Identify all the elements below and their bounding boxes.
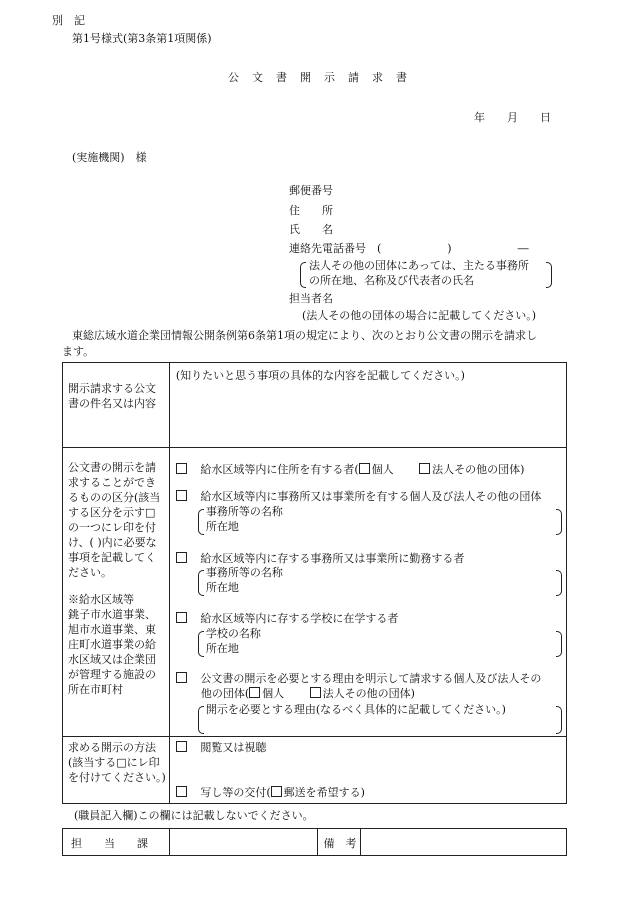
category-3-bracket-right [556, 570, 562, 596]
category-5-label-line2: 他の団体( [200, 687, 250, 700]
address-label: 住 所 [289, 204, 333, 217]
method-2-mail-label: 郵送を希望する) [283, 786, 365, 799]
subject-row [63, 363, 567, 448]
category-3-office-name[interactable]: 事務所等の名称 [205, 566, 283, 579]
category-4-bracket-left [198, 631, 204, 657]
category-label-cell [63, 448, 170, 737]
staff-row [63, 829, 567, 856]
category-5-reason-field[interactable]: 開示を必要とする理由(なるべく具体的に記載してください。) [205, 703, 506, 716]
category-3-label: 給水区域等内に存する事務所又は事業所に勤務する者 [200, 552, 465, 565]
category-label: 公文書の開示を請求することができるものの区分(該当する区分を示す□の一つにレ印を付け、( )内に必要な事項を記載してください。 [68, 461, 161, 579]
method-label: 求める開示の方法(該当する□にレ印を付けてください。) [68, 741, 166, 784]
method-1-label: 閲覧又は視聴 [200, 741, 267, 754]
method-2-mail-checkbox[interactable] [271, 786, 282, 797]
phone-label: 連絡先電話番号 ( ) ― [289, 242, 529, 255]
category-2-bracket-left [198, 509, 204, 535]
contact-person-note: (法人その他の団体の場合に記載してください。) [302, 309, 537, 322]
category-5-individual-label: 個人 [262, 687, 285, 700]
category-4-location[interactable]: 所在地 [205, 642, 239, 655]
category-2-office-name[interactable]: 事務所等の名称 [205, 505, 283, 518]
dept-label: 担 当 課 [71, 837, 148, 850]
subject-label: 開示請求する公文書の件名又は内容 [68, 382, 156, 410]
intro-line2: ます。 [62, 345, 95, 358]
remarks-label: 備 考 [323, 837, 357, 850]
corp-note-line1: 法人その他の団体にあっては、主たる事務所 [309, 259, 529, 272]
category-3-location[interactable]: 所在地 [205, 581, 239, 594]
category-1-label: 給水区域等内に住所を有する者( [200, 463, 359, 476]
category-3-bracket-left [198, 570, 204, 596]
contact-person-label: 担当者名 [289, 292, 333, 305]
category-1-corporate-label: 法人その他の団体) [432, 463, 525, 476]
method-2-label: 写し等の交付( [200, 786, 271, 799]
category-2-location[interactable]: 所在地 [205, 520, 239, 533]
staff-table [62, 828, 567, 856]
category-5 [176, 672, 542, 686]
method-1 [176, 741, 267, 755]
request-table [62, 362, 567, 804]
remarks-label-cell [317, 829, 361, 856]
form-number: 第1号様式(第3条第1項関係) [72, 32, 212, 45]
category-2 [176, 490, 542, 504]
method-2-checkbox[interactable] [176, 786, 187, 797]
category-3 [176, 552, 465, 566]
page-title: 公 文 書 開 示 請 求 書 [228, 71, 408, 84]
category-5-bracket-left [198, 706, 204, 734]
method-2 [176, 786, 365, 800]
category-2-bracket-right [556, 509, 562, 535]
category-1-individual-checkbox[interactable] [359, 463, 370, 474]
name-label: 氏 名 [289, 223, 333, 236]
category-3-checkbox[interactable] [176, 552, 187, 563]
category-4 [176, 612, 399, 626]
method-row [63, 737, 567, 804]
category-2-label: 給水区域等内に事務所又は事業所を有する個人及び法人その他の団体 [200, 490, 542, 503]
service-area-note-head: ※給水区域等 [68, 593, 134, 606]
date-field[interactable]: 年 月 日 [474, 111, 551, 124]
category-1-checkbox[interactable] [176, 463, 187, 474]
category-4-label: 給水区域等内に存する学校に在学する者 [200, 612, 399, 625]
intro-line1: 東総広域水道企業団情報公開条例第6条第1項の規定により、次のとおり公文書の開示を請求し [72, 329, 537, 342]
dept-label-cell [63, 829, 170, 856]
dept-value-cell[interactable] [169, 829, 317, 856]
subject-content-cell[interactable] [169, 363, 566, 448]
method-1-checkbox[interactable] [176, 741, 187, 752]
category-5-individual-checkbox[interactable] [249, 687, 260, 698]
corp-note-line2: の所在地、名称及び代表者の氏名 [309, 274, 474, 287]
category-options-cell [169, 448, 566, 737]
category-2-checkbox[interactable] [176, 490, 187, 501]
category-1-corporate-checkbox[interactable] [419, 463, 430, 474]
category-5-corporate-label: 法人その他の団体) [322, 687, 415, 700]
category-5-line2 [201, 687, 415, 701]
postal-code-label: 郵便番号 [289, 184, 333, 197]
method-label-cell [63, 737, 170, 804]
method-options-cell [169, 737, 566, 804]
service-area-note-body: 銚子市水道事業、旭市水道事業、東庄町水道事業の給水区域又は企業団が管理する施設の所在市町村 [68, 608, 156, 696]
category-5-bracket-right [556, 706, 562, 734]
recipient-label: (実施機関) 様 [72, 151, 147, 164]
remarks-value-cell[interactable] [361, 829, 567, 856]
attachment-label: 別 記 [52, 14, 85, 27]
subject-instruction: (知りたいと思う事項の具体的な内容を記載してください。) [175, 369, 465, 382]
corp-note-bracket-left [300, 262, 306, 288]
staff-note: (職員記入欄)この欄には記載しないでください。 [74, 809, 314, 822]
category-4-bracket-right [556, 631, 562, 657]
corp-note-bracket-right [546, 262, 552, 288]
subject-label-cell [63, 363, 170, 448]
category-5-checkbox[interactable] [176, 672, 187, 683]
category-5-label-line1: 公文書の開示を必要とする理由を明示して請求する個人及び法人その [200, 672, 542, 685]
category-4-school-name[interactable]: 学校の名称 [205, 627, 261, 640]
category-4-checkbox[interactable] [176, 612, 187, 623]
category-1-individual-label: 個人 [371, 463, 394, 476]
category-1 [176, 463, 525, 477]
category-row [63, 448, 567, 737]
category-5-corporate-checkbox[interactable] [310, 687, 321, 698]
